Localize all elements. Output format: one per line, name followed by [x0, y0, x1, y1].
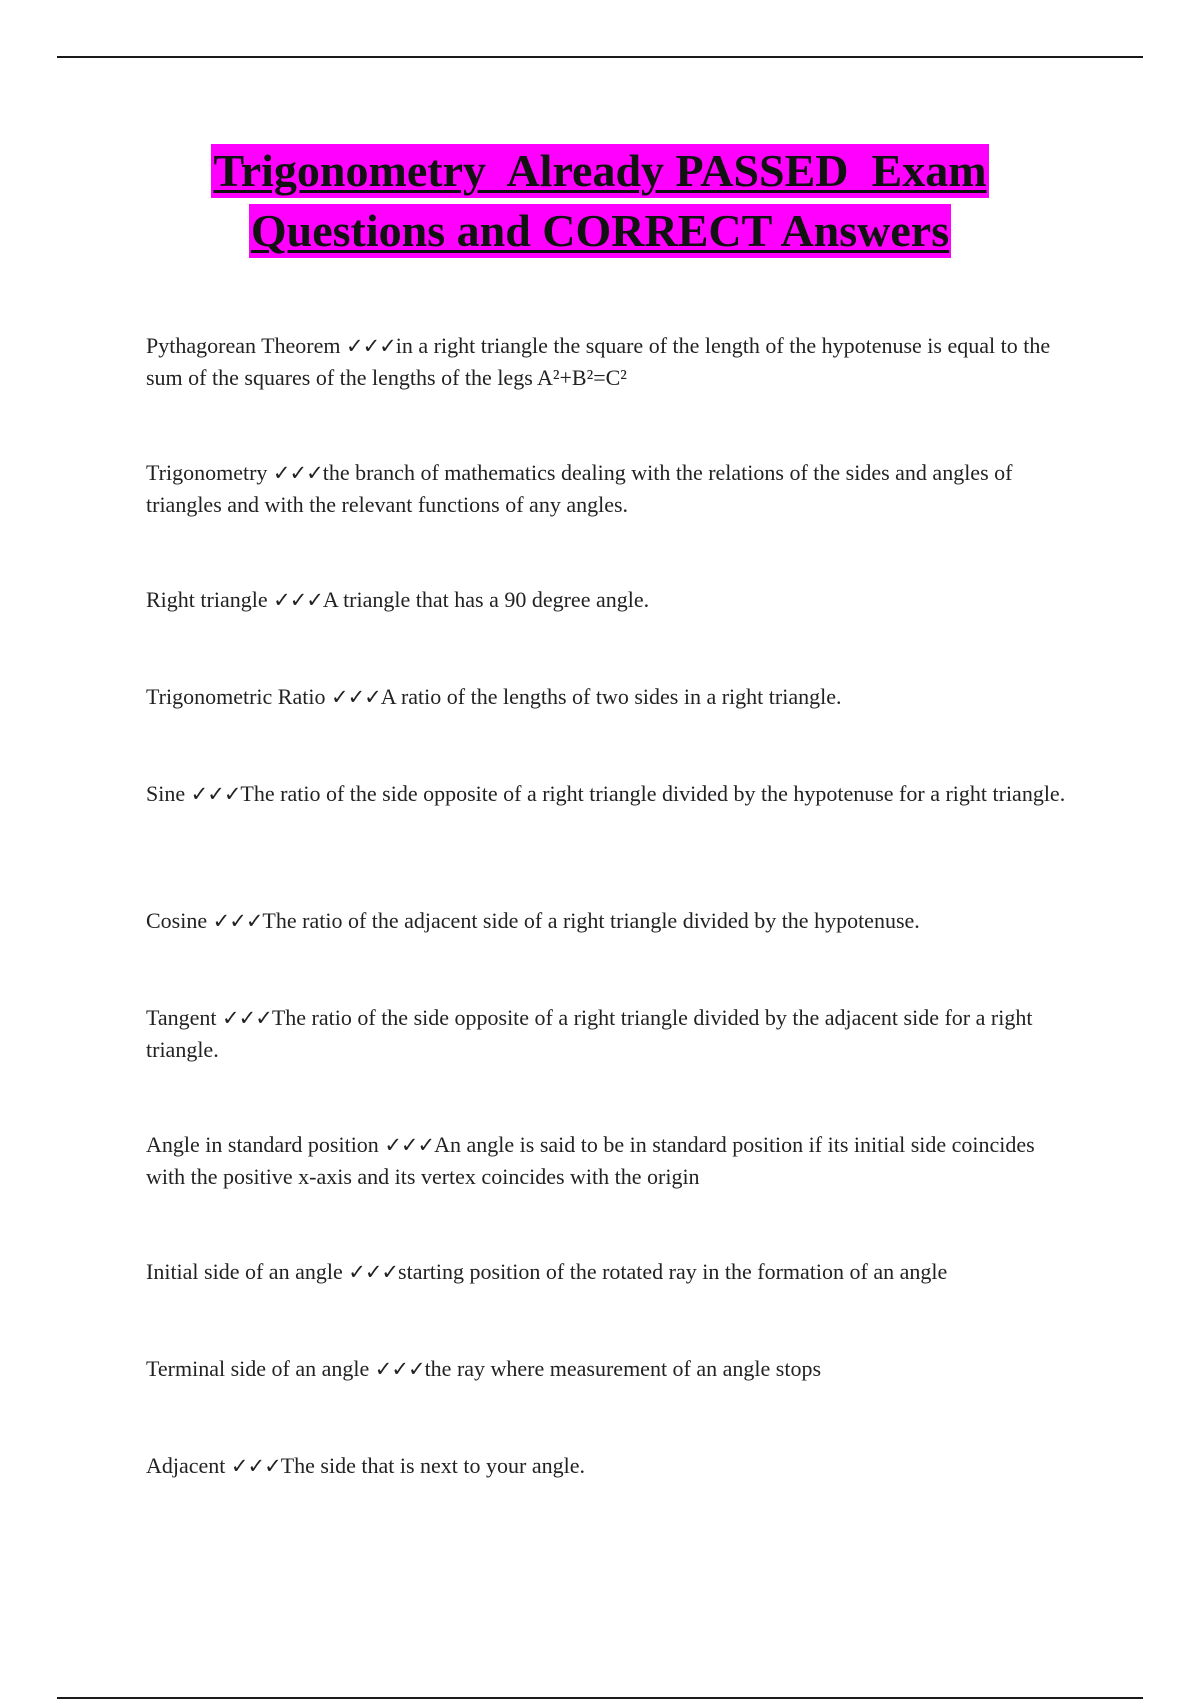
qa-entry-tangent: [146, 1002, 1066, 1065]
qa-entry-right-triangle: [146, 584, 649, 616]
entry-term: Initial side of an angle: [146, 1259, 343, 1284]
bottom-rule: [57, 1697, 1143, 1699]
check-marks-icon: ✓✓✓: [212, 909, 263, 933]
entry-definition: The ratio of the side opposite of a right triangle divided by the adjacent side for a right triangle.: [146, 1005, 1033, 1062]
check-marks-icon: ✓✓✓: [374, 1357, 425, 1381]
entry-term: Trigonometric Ratio: [146, 684, 326, 709]
qa-entry-trigonometric-ratio: [146, 681, 841, 713]
entry-definition: The side that is next to your angle.: [280, 1453, 585, 1478]
qa-entry-pythagorean-theorem: [146, 330, 1066, 393]
entry-term: Sine: [146, 781, 186, 806]
top-rule: [57, 56, 1143, 58]
qa-entry-sine: [146, 778, 1065, 810]
title-line-1: Trigonometry Already PASSED Exam: [213, 145, 987, 196]
entry-term: Terminal side of an angle: [146, 1356, 370, 1381]
qa-entry-adjacent: [146, 1450, 585, 1482]
entry-term: Trigonometry: [146, 460, 268, 485]
qa-entry-angle-in-standard-position: [146, 1129, 1066, 1192]
qa-entry-initial-side: [146, 1256, 947, 1288]
entry-term: Adjacent: [146, 1453, 226, 1478]
entry-term: Cosine: [146, 908, 208, 933]
check-marks-icon: ✓✓✓: [230, 1454, 281, 1478]
entry-term: Angle in standard position: [146, 1132, 379, 1157]
check-marks-icon: ✓✓✓: [273, 588, 323, 612]
entry-definition: the ray where measurement of an angle stops: [424, 1356, 822, 1381]
entry-definition: An angle is said to be in standard position if its initial side coincides with the positive x-axis and its vertex coincides with the origin: [146, 1132, 1035, 1189]
check-marks-icon: ✓✓✓: [384, 1133, 435, 1157]
qa-entry-cosine: [146, 905, 920, 937]
entry-term: Right triangle: [146, 587, 268, 612]
check-marks-icon: ✓✓✓: [330, 685, 381, 709]
check-marks-icon: ✓✓✓: [272, 461, 323, 485]
entry-definition: The ratio of the side opposite of a right triangle divided by the hypotenuse for a right triangle.: [240, 781, 1066, 806]
check-marks-icon: ✓✓✓: [222, 1006, 272, 1030]
entry-definition: A ratio of the lengths of two sides in a right triangle.: [380, 684, 842, 709]
title-line-2: Questions and CORRECT Answers: [250, 205, 950, 256]
check-marks-icon: ✓✓✓: [190, 782, 241, 806]
check-marks-icon: ✓✓✓: [345, 334, 396, 358]
check-marks-icon: ✓✓✓: [348, 1260, 399, 1284]
entry-definition: starting position of the rotated ray in the formation of an angle: [398, 1259, 948, 1284]
qa-entry-terminal-side: [146, 1353, 821, 1385]
document-title: [0, 144, 1200, 264]
entry-term: Pythagorean Theorem: [146, 333, 341, 358]
entry-term: Tangent: [146, 1005, 217, 1030]
entry-definition: the branch of mathematics dealing with the relations of the sides and angles of triangles and with the relevant functions of any angles.: [146, 460, 1013, 517]
entry-definition: A triangle that has a 90 degree angle.: [322, 587, 650, 612]
entry-definition: in a right triangle the square of the length of the hypotenuse is equal to the sum of the squares of the lengths of the legs A²+B²=C²: [146, 333, 1051, 390]
qa-entry-trigonometry: [146, 457, 1066, 520]
entry-definition: The ratio of the adjacent side of a right triangle divided by the hypotenuse.: [262, 908, 920, 933]
